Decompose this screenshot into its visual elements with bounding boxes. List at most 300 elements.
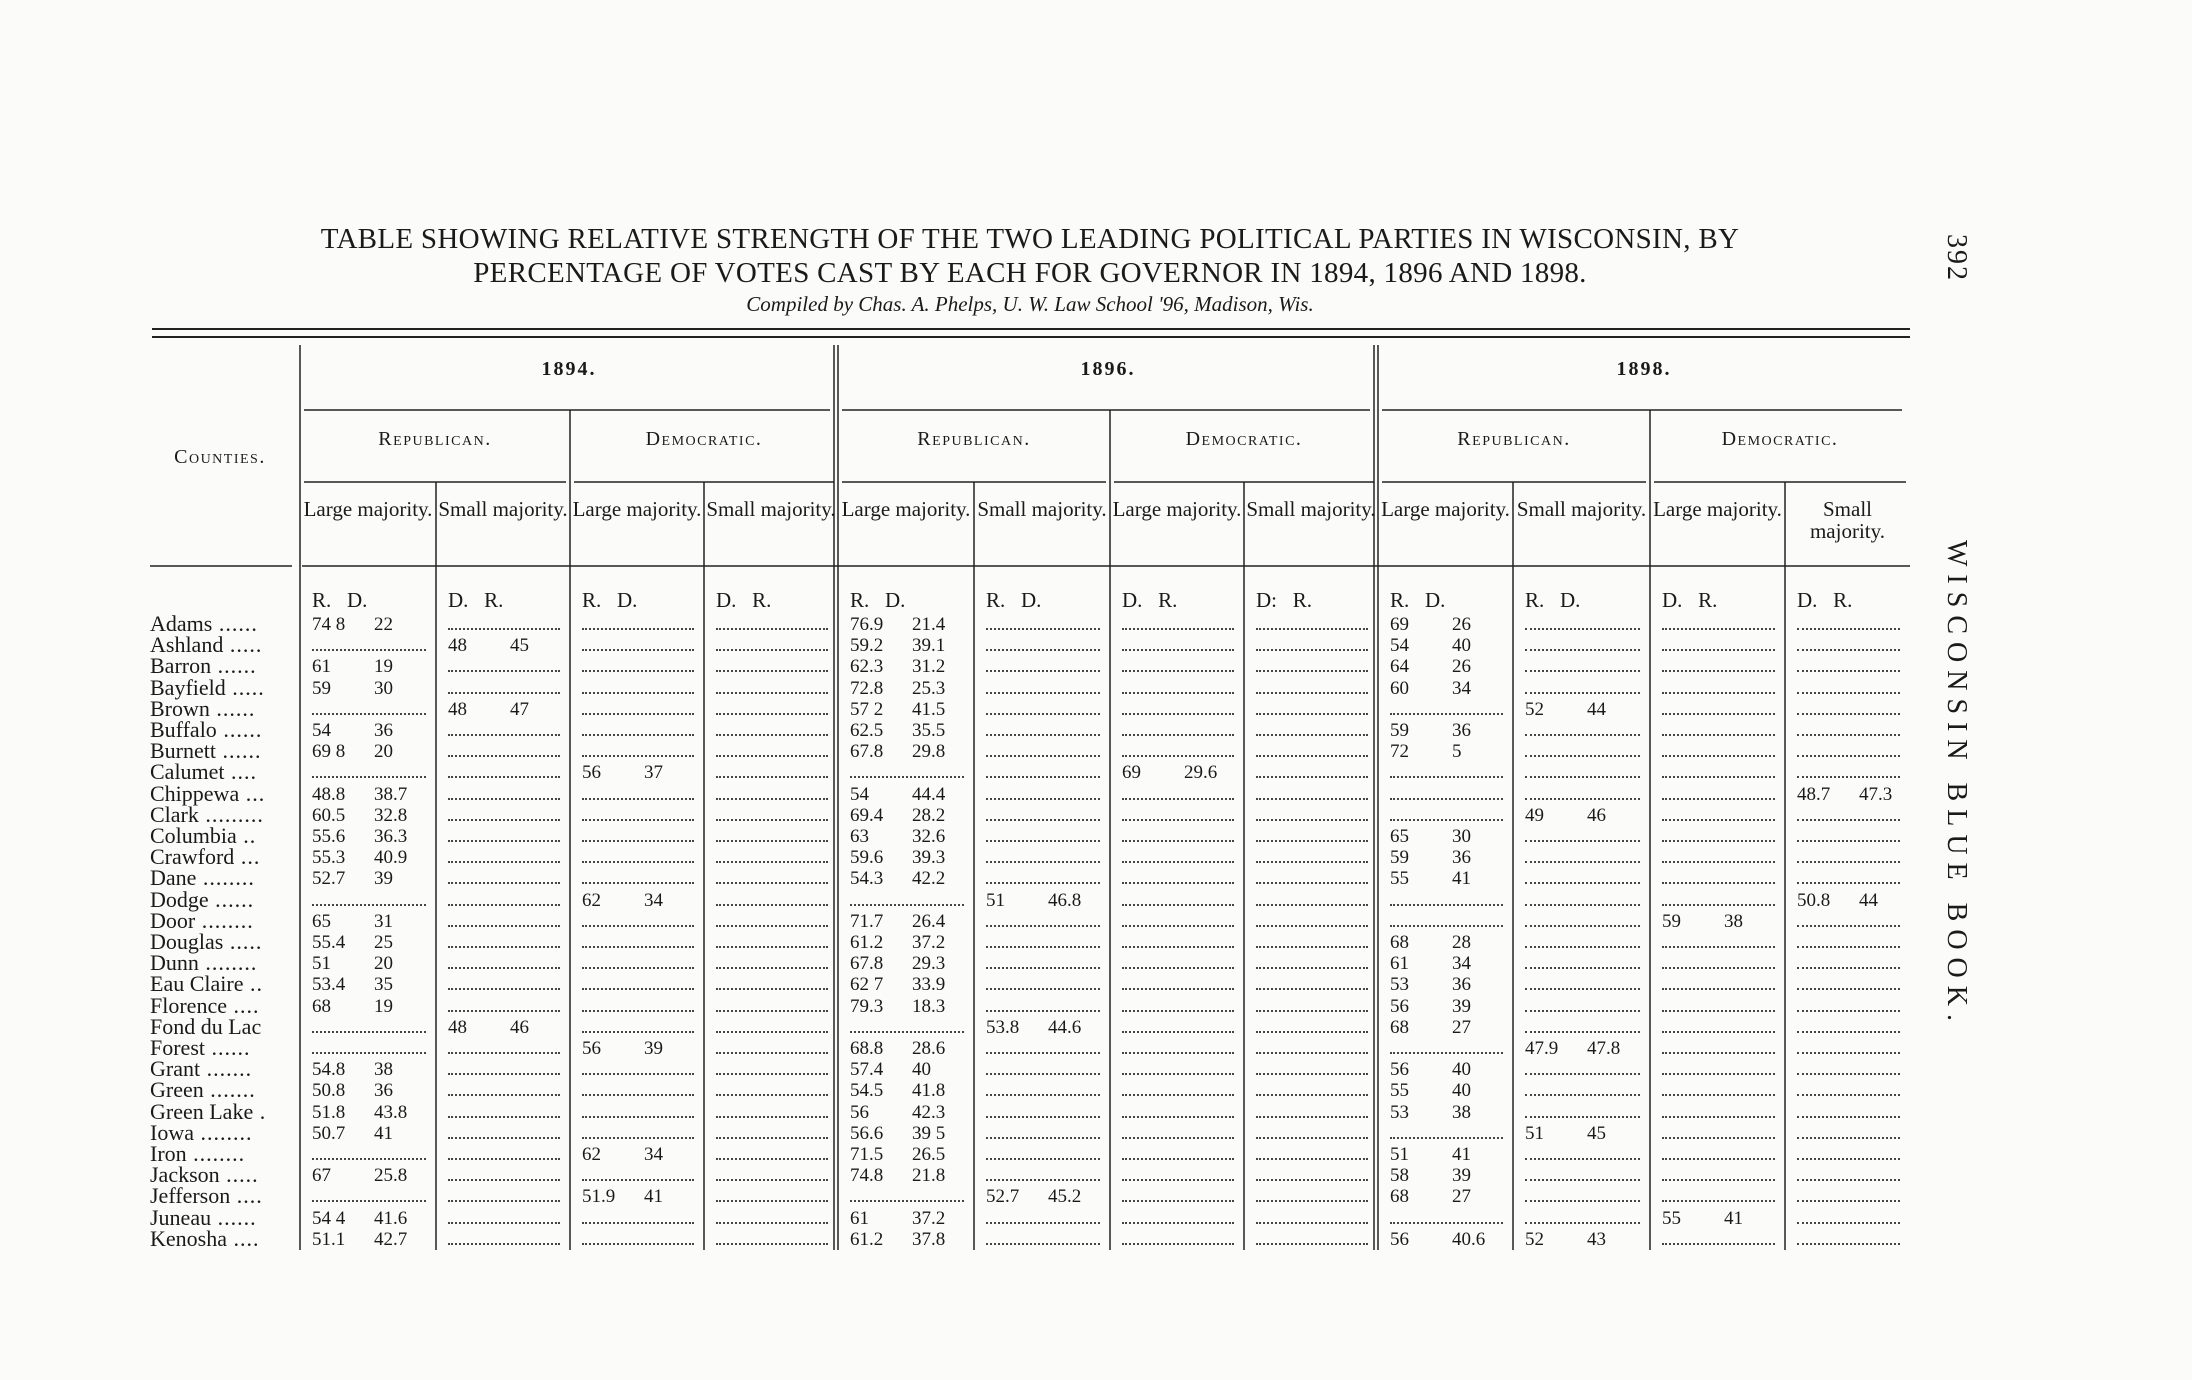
empty-cell-leader <box>716 670 828 672</box>
vote-percent-second: 31.2 <box>912 656 946 678</box>
small-majority-header: Small majority. <box>1246 497 1376 521</box>
vote-percent-first: 71.7 <box>850 910 884 932</box>
county-name <box>150 1162 259 1188</box>
county-label: Dunn <box>150 950 199 976</box>
empty-cell-leader <box>1525 1200 1640 1202</box>
empty-cell-leader <box>448 1243 560 1245</box>
empty-cell-leader <box>1662 649 1775 651</box>
vote-percent-second: 38 <box>1452 1101 1471 1123</box>
vote-percent-first: 61.2 <box>850 932 884 953</box>
vote-percent-second: 42.7 <box>374 1228 408 1250</box>
empty-cell-leader <box>1525 649 1640 651</box>
vote-percent-first: 54.5 <box>850 1080 884 1102</box>
empty-cell-leader <box>1662 628 1775 630</box>
empty-cell-leader <box>1662 946 1775 948</box>
empty-cell-leader <box>312 1200 426 1202</box>
county-label: Forest <box>150 1035 205 1060</box>
empty-cell-leader <box>1662 1243 1775 1245</box>
vote-percent-second: 41 <box>644 1186 663 1208</box>
vote-percent-second: 21.8 <box>912 1165 946 1187</box>
county-leader-dots: ......... <box>198 801 264 827</box>
vote-percent-second: 45.2 <box>1048 1186 1082 1208</box>
empty-cell-leader <box>1662 1031 1775 1033</box>
vote-percent-second: 36 <box>1452 847 1471 869</box>
vote-percent-second: 5 <box>1452 741 1462 763</box>
county-label: Burnett <box>150 738 216 764</box>
vote-percent-first: 56 <box>1390 1059 1409 1081</box>
party-header-democratic: Democratic. <box>645 428 763 450</box>
large-majority-header: Large majority. <box>572 497 702 521</box>
vote-percent-second: 45 <box>1587 1122 1606 1144</box>
empty-cell-leader <box>986 649 1100 651</box>
vote-percent-second: 40.9 <box>374 847 408 869</box>
county-name <box>150 632 263 658</box>
empty-cell-leader <box>582 967 694 969</box>
empty-cell-leader <box>1662 1052 1775 1054</box>
empty-cell-leader <box>716 946 828 948</box>
county-name <box>150 1098 267 1124</box>
empty-cell-leader <box>1525 840 1640 842</box>
empty-cell-leader <box>448 692 560 694</box>
empty-cell-leader <box>1256 713 1368 715</box>
empty-cell-leader <box>986 925 1100 927</box>
empty-cell-leader <box>448 1010 560 1012</box>
empty-cell-leader <box>986 755 1100 757</box>
empty-cell-leader <box>850 1031 964 1033</box>
compiler-credit: Compiled by Chas. A. Phelps, U. W. Law School '96, Madison, Wis. <box>746 292 1314 316</box>
county-name <box>150 931 262 952</box>
empty-cell-leader <box>1256 1243 1368 1245</box>
counties-header: Counties. <box>174 446 266 468</box>
large-majority-header: Large majority. <box>1112 497 1242 521</box>
empty-cell-leader <box>986 1010 1100 1012</box>
empty-cell-leader <box>1390 819 1503 821</box>
vote-percent-second: 31 <box>374 910 393 932</box>
empty-cell-leader <box>1256 755 1368 757</box>
county-label: Florence <box>150 992 227 1018</box>
empty-cell-leader <box>1256 628 1368 630</box>
empty-cell-leader <box>312 1158 426 1160</box>
vote-percent-second: 26 <box>1452 656 1471 678</box>
vote-percent-first: 48 <box>448 1016 467 1038</box>
vote-percent-second: 36 <box>1452 720 1471 741</box>
empty-cell-leader <box>1797 1052 1900 1054</box>
vote-percent-second: 39 5 <box>912 1122 946 1144</box>
empty-cell-leader <box>312 649 426 651</box>
county-label: Grant <box>150 1056 201 1082</box>
vote-percent-second: 27 <box>1452 1016 1471 1038</box>
empty-cell-leader <box>986 1179 1100 1181</box>
vote-percent-first: 63 <box>850 826 869 847</box>
vote-percent-second: 41 <box>1452 868 1471 890</box>
vote-percent-first: 74 8 <box>312 614 346 635</box>
vote-percent-first: 54.8 <box>312 1059 346 1081</box>
county-leader-dots: .... <box>224 759 258 785</box>
column-letters: D. R. <box>1662 588 1718 612</box>
county-label: Buffalo <box>150 717 217 742</box>
empty-cell-leader <box>986 798 1100 800</box>
empty-cell-leader <box>1662 1010 1775 1012</box>
empty-cell-leader <box>716 1200 828 1202</box>
empty-cell-leader <box>582 1031 694 1033</box>
empty-cell-leader <box>1525 1031 1640 1033</box>
empty-cell-leader <box>1390 776 1503 778</box>
empty-cell-leader <box>1122 1094 1234 1096</box>
empty-cell-leader <box>1390 925 1503 927</box>
empty-cell-leader <box>1525 861 1640 863</box>
vote-percent-second: 35 <box>374 974 393 996</box>
empty-cell-leader <box>716 755 828 757</box>
empty-cell-leader <box>582 755 694 757</box>
empty-cell-leader <box>1797 649 1900 651</box>
empty-cell-leader <box>1122 1179 1234 1181</box>
vote-percent-second: 41 <box>1452 1144 1471 1165</box>
county-leader-dots: ...... <box>209 695 256 721</box>
empty-cell-leader <box>1525 1010 1640 1012</box>
county-leader-dots: ..... <box>225 674 265 700</box>
county-label: Adams <box>150 611 213 636</box>
empty-cell-leader <box>1662 755 1775 757</box>
empty-cell-leader <box>716 967 828 969</box>
county-name <box>150 865 255 891</box>
empty-cell-leader <box>1390 798 1503 800</box>
empty-cell-leader <box>716 1222 828 1224</box>
vote-percent-second: 47 <box>510 698 529 720</box>
empty-cell-leader <box>986 861 1100 863</box>
vote-percent-first: 62 <box>582 889 601 911</box>
county-label: Ashland <box>150 632 224 658</box>
county-leader-dots: .... <box>226 992 260 1018</box>
county-leader-dots: ........ <box>186 1141 246 1166</box>
empty-cell-leader <box>448 882 560 884</box>
empty-cell-leader <box>986 776 1100 778</box>
vote-percent-first: 61 <box>312 656 331 678</box>
vote-percent-second: 39 <box>1452 995 1471 1017</box>
vote-percent-second: 25 <box>374 932 393 953</box>
empty-cell-leader <box>1525 946 1640 948</box>
vote-percent-second: 38 <box>374 1059 393 1081</box>
county-leader-dots: ...... <box>211 653 257 679</box>
empty-cell-leader <box>1256 882 1368 884</box>
vote-percent-second: 39.1 <box>912 635 946 657</box>
empty-cell-leader <box>448 925 560 927</box>
empty-cell-leader <box>1662 882 1775 884</box>
empty-cell-leader <box>1797 1073 1900 1075</box>
vote-percent-second: 25.8 <box>374 1165 408 1187</box>
column-letters: D. R. <box>716 588 772 612</box>
vote-percent-first: 50.8 <box>1797 889 1831 911</box>
empty-cell-leader <box>986 670 1100 672</box>
county-leader-dots: ...... <box>216 738 262 764</box>
large-majority-header: Large majority. <box>1653 497 1782 521</box>
county-leader-dots: . <box>253 1098 267 1124</box>
empty-cell-leader <box>986 967 1100 969</box>
empty-cell-leader <box>716 840 828 842</box>
county-leader-dots: ........ <box>196 865 255 891</box>
vote-percent-second: 44.6 <box>1048 1016 1082 1038</box>
empty-cell-leader <box>1390 1222 1503 1224</box>
vote-percent-second: 45 <box>510 635 529 657</box>
vote-percent-second: 40.6 <box>1452 1228 1486 1250</box>
vote-percent-second: 26 <box>1452 614 1471 635</box>
county-leader-dots: .. <box>236 823 257 848</box>
county-label: Green <box>150 1077 204 1103</box>
empty-cell-leader <box>448 840 560 842</box>
vote-percent-first: 65 <box>1390 826 1409 847</box>
vote-percent-second: 44 <box>1587 698 1606 720</box>
party-header-democratic: Democratic. <box>1721 428 1839 450</box>
empty-cell-leader <box>716 798 828 800</box>
vote-percent-first: 49 <box>1525 804 1544 826</box>
vote-percent-first: 67.8 <box>850 953 884 975</box>
vote-percent-second: 37.8 <box>912 1228 946 1250</box>
column-letters: R. D. <box>850 588 906 612</box>
empty-cell-leader <box>448 1222 560 1224</box>
vote-percent-second: 43 <box>1587 1228 1606 1250</box>
empty-cell-leader <box>1122 649 1234 651</box>
empty-cell-leader <box>1662 692 1775 694</box>
empty-cell-leader <box>1797 628 1900 630</box>
county-name <box>150 971 263 997</box>
empty-cell-leader <box>1797 925 1900 927</box>
county-leader-dots: ... <box>234 844 261 870</box>
empty-cell-leader <box>986 692 1100 694</box>
empty-cell-leader <box>986 713 1100 715</box>
vote-percent-first: 54 4 <box>312 1207 346 1229</box>
county-name <box>150 780 266 806</box>
empty-cell-leader <box>1256 798 1368 800</box>
vote-percent-second: 47.3 <box>1859 783 1893 805</box>
empty-cell-leader <box>1256 1031 1368 1033</box>
empty-cell-leader <box>716 882 828 884</box>
vote-percent-first: 53 <box>1390 1101 1409 1123</box>
county-leader-dots: ...... <box>216 717 263 742</box>
large-majority-header: Large majority. <box>1381 497 1510 521</box>
county-label: Calumet <box>150 759 225 785</box>
vote-percent-second: 34 <box>644 889 663 911</box>
empty-cell-leader <box>1256 1073 1368 1075</box>
empty-cell-leader <box>716 692 828 694</box>
empty-cell-leader <box>986 882 1100 884</box>
county-name <box>150 759 258 785</box>
empty-cell-leader <box>716 1052 828 1054</box>
empty-cell-leader <box>1662 861 1775 863</box>
vote-percent-second: 30 <box>374 677 393 699</box>
empty-cell-leader <box>582 819 694 821</box>
vote-percent-first: 55.3 <box>312 847 346 869</box>
party-header-democratic: Democratic. <box>1185 428 1303 450</box>
small-majority-header: Small majority. <box>1516 497 1647 521</box>
empty-cell-leader <box>448 988 560 990</box>
vote-percent-first: 64 <box>1390 656 1409 678</box>
empty-cell-leader <box>1662 904 1775 906</box>
county-leader-dots: ..... <box>219 1162 259 1188</box>
vote-percent-first: 51.1 <box>312 1228 346 1250</box>
vote-percent-first: 68 <box>1390 1186 1409 1208</box>
vote-percent-second: 41.6 <box>374 1207 408 1229</box>
vote-percent-first: 51 <box>1525 1122 1544 1144</box>
empty-cell-leader <box>716 861 828 863</box>
empty-cell-leader <box>582 1222 694 1224</box>
empty-cell-leader <box>1256 861 1368 863</box>
column-letters: D. R. <box>1797 588 1853 612</box>
vote-percent-first: 74.8 <box>850 1165 884 1187</box>
vote-percent-first: 56.6 <box>850 1122 884 1144</box>
empty-cell-leader <box>582 1116 694 1118</box>
empty-cell-leader <box>1256 819 1368 821</box>
county-name <box>150 992 260 1018</box>
vote-percent-second: 33.9 <box>912 974 946 996</box>
county-name <box>150 695 256 721</box>
empty-cell-leader <box>1797 1116 1900 1118</box>
empty-cell-leader <box>448 967 560 969</box>
empty-cell-leader <box>1256 1010 1368 1012</box>
vote-percent-second: 41 <box>374 1122 393 1144</box>
vote-percent-first: 50.7 <box>312 1122 346 1144</box>
empty-cell-leader <box>716 776 828 778</box>
empty-cell-leader <box>1256 1094 1368 1096</box>
vote-percent-second: 38 <box>1724 910 1743 932</box>
county-name <box>150 1013 262 1039</box>
empty-cell-leader <box>1662 1137 1775 1139</box>
vote-percent-second: 37.2 <box>912 932 946 953</box>
empty-cell-leader <box>1122 798 1234 800</box>
empty-cell-leader <box>1662 1094 1775 1096</box>
empty-cell-leader <box>1662 1116 1775 1118</box>
empty-cell-leader <box>582 925 694 927</box>
empty-cell-leader <box>1390 1052 1503 1054</box>
vote-percent-second: 29.8 <box>912 741 946 763</box>
empty-cell-leader <box>1525 692 1640 694</box>
empty-cell-leader <box>716 988 828 990</box>
vote-percent-second: 19 <box>374 995 393 1017</box>
empty-cell-leader <box>1525 776 1640 778</box>
vote-percent-second: 40 <box>1452 1080 1471 1102</box>
empty-cell-leader <box>986 628 1100 630</box>
empty-cell-leader <box>582 882 694 884</box>
empty-cell-leader <box>1525 670 1640 672</box>
vote-percent-first: 68 <box>312 995 331 1017</box>
vote-percent-first: 65 <box>312 910 331 932</box>
empty-cell-leader <box>1525 1073 1640 1075</box>
empty-cell-leader <box>1525 1116 1640 1118</box>
county-leader-dots: ........ <box>198 950 258 976</box>
vote-percent-second: 35.5 <box>912 720 946 741</box>
empty-cell-leader <box>1525 882 1640 884</box>
empty-cell-leader <box>582 946 694 948</box>
vote-percent-first: 67.8 <box>850 741 884 763</box>
empty-cell-leader <box>850 1200 964 1202</box>
county-leader-dots: ...... <box>211 1204 257 1230</box>
empty-cell-leader <box>986 840 1100 842</box>
column-letters: D. R. <box>1122 588 1178 612</box>
empty-cell-leader <box>1662 713 1775 715</box>
empty-cell-leader <box>1525 967 1640 969</box>
empty-cell-leader <box>312 776 426 778</box>
vote-percent-second: 39 <box>1452 1165 1471 1187</box>
empty-cell-leader <box>716 819 828 821</box>
vote-percent-first: 59 <box>1390 720 1409 741</box>
county-name <box>150 825 256 846</box>
vote-percent-first: 54 <box>1390 635 1409 657</box>
empty-cell-leader <box>1525 1158 1640 1160</box>
empty-cell-leader <box>1256 734 1368 736</box>
empty-cell-leader <box>716 1094 828 1096</box>
empty-cell-leader <box>1256 1116 1368 1118</box>
county-name <box>150 719 262 740</box>
vote-percent-second: 28.2 <box>912 804 946 826</box>
empty-cell-leader <box>582 1137 694 1139</box>
empty-cell-leader <box>1256 1222 1368 1224</box>
vote-percent-first: 51.8 <box>312 1101 346 1123</box>
county-label: Fond du Lac <box>150 1013 262 1039</box>
vote-percent-first: 72 <box>1390 741 1409 763</box>
empty-cell-leader <box>1122 988 1234 990</box>
empty-cell-leader <box>1256 840 1368 842</box>
county-name <box>150 1183 263 1209</box>
empty-cell-leader <box>1797 988 1900 990</box>
vote-percent-second: 39 <box>374 868 393 890</box>
empty-cell-leader <box>1797 819 1900 821</box>
vote-percent-first: 57.4 <box>850 1059 884 1081</box>
empty-cell-leader <box>1797 1179 1900 1181</box>
empty-cell-leader <box>986 1052 1100 1054</box>
empty-cell-leader <box>1525 1222 1640 1224</box>
empty-cell-leader <box>1797 946 1900 948</box>
vote-percent-first: 69 <box>1390 614 1409 635</box>
vote-percent-first: 56 <box>1390 995 1409 1017</box>
vote-percent-first: 59 <box>1662 910 1681 932</box>
empty-cell-leader <box>312 713 426 715</box>
county-label: Eau Claire <box>150 971 244 997</box>
empty-cell-leader <box>1797 861 1900 863</box>
empty-cell-leader <box>1256 904 1368 906</box>
vote-percent-first: 61 <box>1390 953 1409 975</box>
county-leader-dots: ........ <box>193 1119 253 1145</box>
empty-cell-leader <box>1122 1052 1234 1054</box>
empty-cell-leader <box>448 1137 560 1139</box>
empty-cell-leader <box>1662 798 1775 800</box>
empty-cell-leader <box>448 755 560 757</box>
vote-percent-first: 69.4 <box>850 804 884 826</box>
empty-cell-leader <box>582 734 694 736</box>
county-name <box>150 1037 251 1058</box>
vote-percent-second: 26.4 <box>912 910 946 932</box>
empty-cell-leader <box>1797 670 1900 672</box>
empty-cell-leader <box>1525 734 1640 736</box>
county-label: Douglas <box>150 929 224 954</box>
county-label: Kenosha <box>150 1225 227 1251</box>
empty-cell-leader <box>1122 670 1234 672</box>
vote-percent-second: 32.8 <box>374 804 408 826</box>
empty-cell-leader <box>1122 755 1234 757</box>
vote-percent-second: 38.7 <box>374 783 408 805</box>
empty-cell-leader <box>448 1094 560 1096</box>
vote-percent-first: 54 <box>850 783 869 805</box>
empty-cell-leader <box>716 1031 828 1033</box>
empty-cell-leader <box>1525 755 1640 757</box>
vote-percent-first: 53 <box>1390 974 1409 996</box>
vote-percent-second: 36 <box>374 1080 393 1102</box>
empty-cell-leader <box>582 1094 694 1096</box>
vote-percent-first: 53.4 <box>312 974 346 996</box>
empty-cell-leader <box>1256 988 1368 990</box>
empty-cell-leader <box>1797 776 1900 778</box>
empty-cell-leader <box>448 1052 560 1054</box>
county-label: Crawford <box>150 844 235 870</box>
empty-cell-leader <box>1122 840 1234 842</box>
empty-cell-leader <box>1256 1158 1368 1160</box>
